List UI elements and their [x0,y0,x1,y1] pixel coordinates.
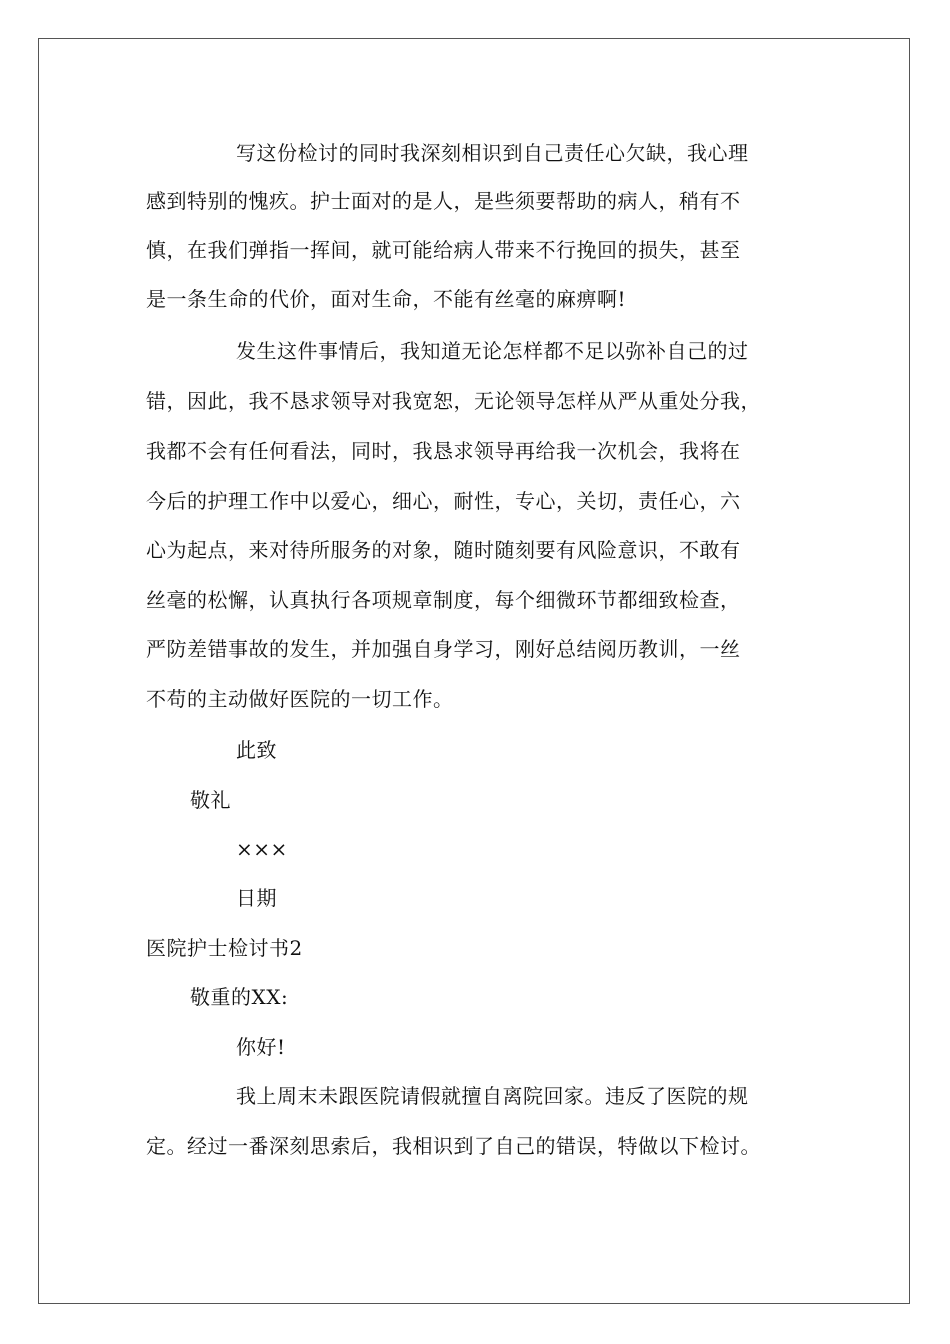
section-title: 医院护士检讨书2 [146,936,303,960]
paragraph-3-line-1: 我上周末未跟医院请假就擅自离院回家。违反了医院的规 [236,1084,749,1108]
closing-text: 此致 [236,738,277,762]
paragraph-1-line-4: 是一条生命的代价，面对生命，不能有丝毫的麻痹啊! [146,287,627,311]
signature: ××× [236,837,288,861]
paragraph-1-line-2: 感到特别的愧疚。护士面对的是人，是些须要帮助的病人，稍有不 [146,189,741,213]
greeting-recipient: 敬重的XX: [190,985,289,1009]
date-text: 日期 [236,886,277,910]
paragraph-2-line-6: 丝毫的松懈，认真执行各项规章制度，每个细微环节都细致检查， [146,588,741,612]
paragraph-2-line-7: 严防差错事故的发生，并加强自身学习，刚好总结阅历教训，一丝 [146,637,741,661]
greeting-text: 你好! [236,1035,286,1059]
paragraph-2-line-3: 我都不会有任何看法，同时，我恳求领导再给我一次机会，我将在 [146,439,741,463]
paragraph-2-line-2: 错，因此，我不恳求领导对我宽恕，无论领导怎样从严从重处分我， [146,389,761,413]
paragraph-1-line-3: 慎，在我们弹指一挥间，就可能给病人带来不行挽回的损失，甚至 [146,238,741,262]
salute-text: 敬礼 [190,788,231,812]
paragraph-2-line-8: 不苟的主动做好医院的一切工作。 [146,687,454,711]
paragraph-1-line-1: 写这份检讨的同时我深刻相识到自己责任心欠缺，我心理 [236,141,749,165]
paragraph-2-line-1: 发生这件事情后，我知道无论怎样都不足以弥补自己的过 [236,339,749,363]
paragraph-2-line-5: 心为起点，来对待所服务的对象，随时随刻要有风险意识，不敢有 [146,538,741,562]
paragraph-2-line-4: 今后的护理工作中以爱心，细心，耐性，专心，关切，责任心，六 [146,489,741,513]
paragraph-3-line-2: 定。经过一番深刻思索后，我相识到了自己的错误，特做以下检讨。 [146,1134,761,1158]
page-frame [38,38,910,1304]
